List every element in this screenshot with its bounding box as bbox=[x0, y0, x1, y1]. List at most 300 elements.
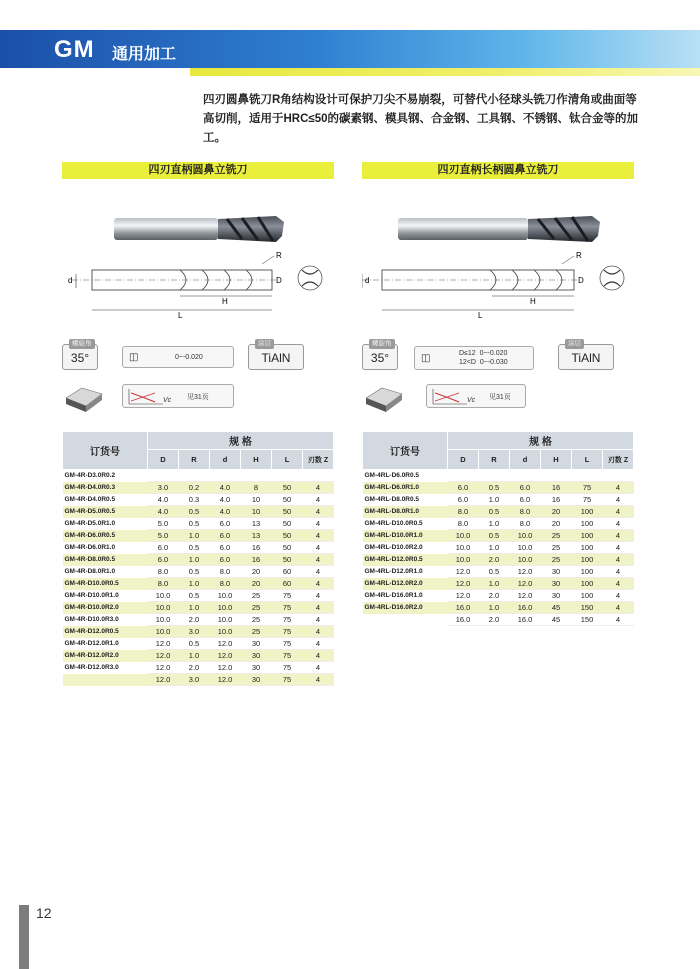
table-row bbox=[363, 506, 634, 518]
spec-cell: 16 bbox=[241, 542, 272, 554]
table-row bbox=[63, 566, 334, 578]
spec-cell: 2.0 bbox=[179, 662, 210, 674]
col-H: H bbox=[541, 450, 572, 470]
spec-cell: 12.0 bbox=[210, 662, 241, 674]
spec-cell: 1.0 bbox=[479, 542, 510, 554]
spec-cell: 1.0 bbox=[479, 518, 510, 530]
spec-cell bbox=[272, 470, 303, 482]
table-row bbox=[363, 494, 634, 506]
table-row bbox=[63, 518, 334, 530]
spec-cell: 100 bbox=[572, 542, 603, 554]
spec-cell: 75 bbox=[272, 614, 303, 626]
spec-header: 规 格 bbox=[448, 432, 634, 450]
spec-cell: 16 bbox=[241, 554, 272, 566]
spec-cell bbox=[241, 470, 272, 482]
spec-cell: 12.0 bbox=[210, 650, 241, 662]
spec-cell: 4 bbox=[303, 578, 334, 590]
spec-cell: 4 bbox=[603, 482, 634, 494]
tolerance-line-1: D≤12 0~-0.020 bbox=[459, 350, 508, 357]
spec-cell: 4.0 bbox=[210, 482, 241, 494]
order-code-cell: GM-4RL-D12.0R1.0 bbox=[363, 566, 448, 578]
spec-cell: 4 bbox=[303, 554, 334, 566]
col-d: d bbox=[510, 450, 541, 470]
table-row bbox=[63, 554, 334, 566]
spec-cell: 6.0 bbox=[510, 494, 541, 506]
order-code-cell: GM-4RL-D16.0R1.0 bbox=[363, 590, 448, 602]
spec-cell: 8.0 bbox=[148, 566, 179, 578]
series-title: GM bbox=[54, 36, 95, 63]
table-row bbox=[363, 602, 634, 614]
spec-cell: 75 bbox=[272, 674, 303, 686]
spec-cell: 8.0 bbox=[448, 506, 479, 518]
spec-cell: 0.5 bbox=[179, 638, 210, 650]
col-D: D bbox=[148, 450, 179, 470]
spec-cell: 8.0 bbox=[210, 566, 241, 578]
page-marker-bar bbox=[19, 905, 29, 969]
spec-cell bbox=[572, 470, 603, 482]
order-code-cell: GM-4RL-D6.0R1.0 bbox=[363, 482, 448, 494]
spec-cell: 4.0 bbox=[148, 494, 179, 506]
spec-cell: 25 bbox=[241, 602, 272, 614]
see-page-link[interactable]: 见31页 bbox=[187, 394, 209, 401]
spec-cell: 50 bbox=[272, 518, 303, 530]
spec-cell: 4 bbox=[603, 554, 634, 566]
spec-cell: 4 bbox=[603, 578, 634, 590]
spec-cell: 150 bbox=[572, 602, 603, 614]
spec-cell: 1.0 bbox=[179, 530, 210, 542]
spec-cell: 2.0 bbox=[179, 614, 210, 626]
table-row bbox=[63, 506, 334, 518]
spec-cell: 0.2 bbox=[179, 482, 210, 494]
order-code-cell: GM-4RL-D10.0R2.0 bbox=[363, 542, 448, 554]
table-row bbox=[363, 578, 634, 590]
spec-cell bbox=[541, 470, 572, 482]
spec-cell: 10.0 bbox=[148, 602, 179, 614]
order-code-cell: GM-4RL-D16.0R2.0 bbox=[363, 602, 448, 614]
label-D: D bbox=[578, 276, 584, 285]
spec-cell: 0.5 bbox=[479, 482, 510, 494]
table-row bbox=[63, 626, 334, 638]
spec-cell: 75 bbox=[272, 650, 303, 662]
spec-cell: 12.0 bbox=[210, 638, 241, 650]
spec-cell: 12.0 bbox=[510, 566, 541, 578]
tolerance-icon: ◫ bbox=[421, 353, 431, 364]
page-header bbox=[0, 30, 700, 76]
order-code-cell: GM-4R-D10.0R0.5 bbox=[63, 578, 148, 590]
col-D: D bbox=[448, 450, 479, 470]
spec-cell: 6.0 bbox=[210, 542, 241, 554]
spec-cell: 25 bbox=[241, 590, 272, 602]
spec-cell bbox=[148, 470, 179, 482]
spec-cell bbox=[603, 470, 634, 482]
spec-cell: 4 bbox=[603, 494, 634, 506]
spec-cell: 8.0 bbox=[510, 518, 541, 530]
spec-cell: 3.0 bbox=[148, 482, 179, 494]
table-row bbox=[63, 614, 334, 626]
table-row bbox=[63, 638, 334, 650]
spec-cell: 10.0 bbox=[510, 554, 541, 566]
spec-cell: 0.5 bbox=[179, 590, 210, 602]
table-row bbox=[63, 590, 334, 602]
table-row bbox=[363, 614, 634, 626]
tolerance-icon: ◫ bbox=[129, 352, 139, 363]
spec-cell: 0.5 bbox=[479, 566, 510, 578]
spec-cell: 4 bbox=[603, 614, 634, 626]
spec-cell: 10.0 bbox=[210, 602, 241, 614]
spec-cell: 10.0 bbox=[148, 626, 179, 638]
spec-cell bbox=[179, 470, 210, 482]
spec-cell: 12.0 bbox=[448, 590, 479, 602]
label-L: L bbox=[478, 311, 483, 320]
order-code-cell: GM-4RL-D8.0R0.5 bbox=[363, 494, 448, 506]
spec-cell: 30 bbox=[241, 674, 272, 686]
order-code-header: 订货号 bbox=[63, 432, 148, 470]
helix-angle-badge bbox=[62, 340, 98, 370]
spec-cell: 3.0 bbox=[179, 674, 210, 686]
spec-cell: 30 bbox=[541, 566, 572, 578]
spec-cell: 0.5 bbox=[179, 506, 210, 518]
spec-cell: 6.0 bbox=[448, 494, 479, 506]
label-H: H bbox=[222, 297, 228, 306]
order-code-cell: GM-4R-D10.0R2.0 bbox=[63, 602, 148, 614]
spec-cell: 4 bbox=[303, 482, 334, 494]
table-row bbox=[363, 566, 634, 578]
spec-cell: 16 bbox=[541, 482, 572, 494]
spec-cell: 0.5 bbox=[479, 530, 510, 542]
panel-title: 四刃直柄圆鼻立铣刀 bbox=[62, 162, 334, 179]
spec-cell bbox=[210, 470, 241, 482]
col-flutes: 刃数 Z bbox=[303, 450, 334, 470]
label-d: d bbox=[365, 276, 370, 285]
spec-cell: 25 bbox=[241, 614, 272, 626]
spec-cell: 100 bbox=[572, 518, 603, 530]
spec-cell: 50 bbox=[272, 482, 303, 494]
spec-cell: 10 bbox=[241, 506, 272, 518]
tool-photo bbox=[362, 212, 634, 246]
spec-cell: 8 bbox=[241, 482, 272, 494]
spec-cell: 75 bbox=[272, 602, 303, 614]
table-row bbox=[63, 662, 334, 674]
table-row bbox=[363, 482, 634, 494]
order-code-cell: GM-4R-D5.0R1.0 bbox=[63, 518, 148, 530]
coating-caption: 涂层 bbox=[565, 339, 584, 349]
spec-cell: 25 bbox=[541, 530, 572, 542]
spec-cell: 6.0 bbox=[210, 530, 241, 542]
order-code-cell: GM-4RL-D12.0R0.5 bbox=[363, 554, 448, 566]
spec-cell: 2.0 bbox=[479, 590, 510, 602]
speed-label: Vc bbox=[163, 397, 172, 404]
order-code-cell: GM-4R-D8.0R1.0 bbox=[63, 566, 148, 578]
spec-cell: 6.0 bbox=[148, 554, 179, 566]
spec-cell: 100 bbox=[572, 578, 603, 590]
col-L: L bbox=[272, 450, 303, 470]
header-yellow-band bbox=[190, 68, 700, 76]
col-R: R bbox=[179, 450, 210, 470]
see-page-link[interactable]: 见31页 bbox=[489, 394, 511, 401]
order-code-cell bbox=[63, 674, 148, 686]
label-H: H bbox=[530, 297, 536, 306]
order-code-cell: GM-4R-D10.0R3.0 bbox=[63, 614, 148, 626]
spec-cell: 4 bbox=[603, 542, 634, 554]
spec-cell: 4 bbox=[303, 506, 334, 518]
spec-cell: 0.5 bbox=[179, 542, 210, 554]
coating-caption: 涂层 bbox=[255, 339, 274, 349]
helix-angle-badge bbox=[362, 340, 398, 370]
spec-cell: 30 bbox=[541, 590, 572, 602]
spec-cell: 75 bbox=[272, 638, 303, 650]
spec-cell: 10.0 bbox=[148, 614, 179, 626]
order-code-cell: GM-4R-D12.0R0.5 bbox=[63, 626, 148, 638]
spec-cell: 6.0 bbox=[210, 554, 241, 566]
spec-cell: 16.0 bbox=[510, 602, 541, 614]
helix-caption: 螺旋角 bbox=[69, 339, 95, 349]
spec-cell: 25 bbox=[541, 542, 572, 554]
panel-long-shank bbox=[362, 162, 634, 404]
spec-cell: 100 bbox=[572, 566, 603, 578]
tolerance-box bbox=[122, 346, 234, 368]
spec-cell: 100 bbox=[572, 506, 603, 518]
spec-icons bbox=[362, 340, 634, 430]
spec-cell: 4 bbox=[603, 602, 634, 614]
spec-cell: 1.0 bbox=[479, 578, 510, 590]
order-code-cell bbox=[363, 614, 448, 626]
spec-cell: 20 bbox=[541, 506, 572, 518]
spec-cell: 6.0 bbox=[148, 542, 179, 554]
spec-cell: 5.0 bbox=[148, 518, 179, 530]
spec-cell: 16.0 bbox=[448, 614, 479, 626]
spec-cell: 30 bbox=[241, 638, 272, 650]
spec-cell: 4 bbox=[303, 530, 334, 542]
table-row bbox=[63, 482, 334, 494]
spec-cell: 10.0 bbox=[210, 626, 241, 638]
order-code-cell: GM-4RL-D10.0R0.5 bbox=[363, 518, 448, 530]
table-row bbox=[63, 542, 334, 554]
label-L: L bbox=[178, 311, 183, 320]
spec-cell: 0.3 bbox=[179, 494, 210, 506]
spec-cell: 1.0 bbox=[179, 554, 210, 566]
helix-value: 35° bbox=[70, 351, 90, 365]
order-code-cell: GM-4RL-D10.0R1.0 bbox=[363, 530, 448, 542]
spec-cell: 0.5 bbox=[179, 566, 210, 578]
order-code-cell: GM-4RL-D6.0R0.5 bbox=[363, 470, 448, 482]
spec-cell: 4 bbox=[303, 674, 334, 686]
spec-cell bbox=[510, 470, 541, 482]
order-code-cell: GM-4R-D12.0R3.0 bbox=[63, 662, 148, 674]
cutting-speed-box bbox=[122, 384, 234, 408]
helix-caption: 螺旋角 bbox=[369, 339, 395, 349]
spec-cell: 30 bbox=[541, 578, 572, 590]
col-d: d bbox=[210, 450, 241, 470]
spec-cell: 10 bbox=[241, 494, 272, 506]
spec-cell: 20 bbox=[541, 518, 572, 530]
spec-cell: 50 bbox=[272, 530, 303, 542]
spec-cell: 10.0 bbox=[448, 554, 479, 566]
spec-cell: 4 bbox=[303, 662, 334, 674]
workpiece-icon bbox=[362, 378, 406, 412]
spec-cell: 12.0 bbox=[510, 578, 541, 590]
header-blue-band bbox=[0, 30, 700, 68]
spec-cell: 12.0 bbox=[148, 638, 179, 650]
spec-cell: 10.0 bbox=[210, 590, 241, 602]
coating-value: TiAlN bbox=[571, 351, 601, 365]
spec-cell: 4.0 bbox=[210, 494, 241, 506]
spec-cell: 30 bbox=[241, 650, 272, 662]
spec-cell: 4 bbox=[303, 518, 334, 530]
spec-cell: 75 bbox=[572, 482, 603, 494]
order-code-cell: GM-4R-D4.0R0.5 bbox=[63, 494, 148, 506]
coating-badge bbox=[558, 340, 614, 370]
spec-cell: 50 bbox=[272, 554, 303, 566]
spec-cell: 25 bbox=[541, 554, 572, 566]
table-row bbox=[63, 602, 334, 614]
spec-cell: 75 bbox=[272, 626, 303, 638]
product-description: 四刃圆鼻铣刀R角结构设计可保护刀尖不易崩裂，可替代小径球头铣刀作清角或曲面等高切削，适用于HRC≤50的碳素钢、模具钢、合金钢、工具钢、不锈钢、钛合金等的加工。 bbox=[203, 94, 639, 144]
spec-cell: 4 bbox=[303, 566, 334, 578]
tolerance-value: 0~-0.020 bbox=[175, 354, 203, 361]
spec-table-standard bbox=[62, 431, 334, 686]
spec-cell: 1.0 bbox=[479, 494, 510, 506]
spec-cell: 4.0 bbox=[210, 506, 241, 518]
col-R: R bbox=[479, 450, 510, 470]
spec-cell: 20 bbox=[241, 578, 272, 590]
tolerance-line-2: 12<D 0~-0.030 bbox=[459, 359, 508, 366]
spec-cell: 12.0 bbox=[448, 578, 479, 590]
spec-cell: 0.5 bbox=[479, 506, 510, 518]
col-H: H bbox=[241, 450, 272, 470]
spec-table-long-shank bbox=[362, 431, 634, 626]
tool-photo bbox=[62, 212, 334, 246]
spec-cell bbox=[303, 470, 334, 482]
spec-cell: 2.0 bbox=[479, 614, 510, 626]
spec-cell: 4 bbox=[603, 590, 634, 602]
order-code-cell: GM-4R-D4.0R0.3 bbox=[63, 482, 148, 494]
col-flutes: 刃数 Z bbox=[603, 450, 634, 470]
tool-drawing bbox=[62, 252, 334, 322]
table-row bbox=[63, 494, 334, 506]
spec-cell: 4 bbox=[603, 530, 634, 542]
table-row bbox=[63, 578, 334, 590]
label-D: D bbox=[276, 276, 282, 285]
spec-cell: 60 bbox=[272, 578, 303, 590]
page-number: 12 bbox=[36, 905, 52, 921]
spec-cell: 6.0 bbox=[210, 518, 241, 530]
label-d: d bbox=[68, 276, 73, 285]
spec-cell: 6.0 bbox=[448, 482, 479, 494]
spec-cell: 10.0 bbox=[510, 542, 541, 554]
order-code-header: 订货号 bbox=[363, 432, 448, 470]
spec-cell: 4.0 bbox=[148, 506, 179, 518]
spec-cell: 10.0 bbox=[448, 542, 479, 554]
spec-cell: 75 bbox=[272, 590, 303, 602]
table-row bbox=[363, 554, 634, 566]
spec-cell: 8.0 bbox=[510, 506, 541, 518]
helix-value: 35° bbox=[370, 351, 390, 365]
spec-cell: 2.0 bbox=[479, 554, 510, 566]
spec-cell: 8.0 bbox=[448, 518, 479, 530]
spec-cell: 75 bbox=[272, 662, 303, 674]
order-code-cell: GM-4R-D10.0R1.0 bbox=[63, 590, 148, 602]
panel-standard bbox=[62, 162, 334, 404]
spec-cell: 4 bbox=[303, 614, 334, 626]
spec-cell: 4 bbox=[303, 650, 334, 662]
spec-cell: 12.0 bbox=[448, 566, 479, 578]
coating-value: TiAlN bbox=[261, 351, 291, 365]
order-code-cell: GM-4R-D12.0R1.0 bbox=[63, 638, 148, 650]
workpiece-icon bbox=[62, 378, 106, 412]
spec-cell bbox=[479, 470, 510, 482]
order-code-cell: GM-4R-D8.0R0.5 bbox=[63, 554, 148, 566]
spec-cell: 1.0 bbox=[179, 578, 210, 590]
spec-cell: 20 bbox=[241, 566, 272, 578]
label-R: R bbox=[576, 252, 582, 260]
spec-cell: 100 bbox=[572, 554, 603, 566]
spec-cell: 12.0 bbox=[148, 674, 179, 686]
spec-cell: 25 bbox=[241, 626, 272, 638]
spec-cell: 4 bbox=[303, 626, 334, 638]
table-row bbox=[363, 470, 634, 482]
table-row bbox=[363, 590, 634, 602]
spec-cell: 10.0 bbox=[510, 530, 541, 542]
spec-cell: 10.0 bbox=[448, 530, 479, 542]
spec-cell: 45 bbox=[541, 602, 572, 614]
spec-cell: 4 bbox=[303, 542, 334, 554]
spec-cell: 10.0 bbox=[148, 590, 179, 602]
spec-cell: 10.0 bbox=[210, 614, 241, 626]
spec-cell: 13 bbox=[241, 518, 272, 530]
spec-cell: 13 bbox=[241, 530, 272, 542]
spec-cell: 4 bbox=[603, 506, 634, 518]
spec-cell: 12.0 bbox=[148, 650, 179, 662]
order-code-cell: GM-4R-D6.0R0.5 bbox=[63, 530, 148, 542]
coating-badge bbox=[248, 340, 304, 370]
spec-cell: 12.0 bbox=[148, 662, 179, 674]
spec-cell: 50 bbox=[272, 506, 303, 518]
table-row bbox=[63, 530, 334, 542]
spec-cell: 8.0 bbox=[148, 578, 179, 590]
table-row bbox=[363, 530, 634, 542]
spec-cell: 0.5 bbox=[179, 518, 210, 530]
spec-cell: 16.0 bbox=[448, 602, 479, 614]
spec-cell: 100 bbox=[572, 530, 603, 542]
table-row bbox=[63, 470, 334, 482]
spec-cell: 60 bbox=[272, 566, 303, 578]
spec-cell: 3.0 bbox=[179, 626, 210, 638]
spec-cell: 75 bbox=[572, 494, 603, 506]
spec-cell: 4 bbox=[303, 602, 334, 614]
spec-cell: 50 bbox=[272, 542, 303, 554]
spec-cell: 6.0 bbox=[510, 482, 541, 494]
spec-cell: 12.0 bbox=[210, 674, 241, 686]
order-code-cell: GM-4R-D6.0R1.0 bbox=[63, 542, 148, 554]
spec-cell: 100 bbox=[572, 590, 603, 602]
spec-cell: 16.0 bbox=[510, 614, 541, 626]
series-subtitle: 通用加工 bbox=[112, 46, 177, 63]
spec-header: 规 格 bbox=[148, 432, 334, 450]
spec-cell: 5.0 bbox=[148, 530, 179, 542]
spec-cell: 8.0 bbox=[210, 578, 241, 590]
spec-cell: 16 bbox=[541, 494, 572, 506]
order-code-cell: GM-4R-D3.0R0.2 bbox=[63, 470, 148, 482]
panel-title: 四刃直柄长柄圆鼻立铣刀 bbox=[362, 162, 634, 179]
spec-cell: 1.0 bbox=[179, 650, 210, 662]
spec-cell: 150 bbox=[572, 614, 603, 626]
spec-icons bbox=[62, 340, 334, 430]
order-code-cell: GM-4R-D12.0R2.0 bbox=[63, 650, 148, 662]
speed-label: Vc bbox=[467, 397, 476, 404]
order-code-cell: GM-4R-D5.0R0.5 bbox=[63, 506, 148, 518]
spec-cell: 12.0 bbox=[510, 590, 541, 602]
spec-cell: 4 bbox=[303, 590, 334, 602]
